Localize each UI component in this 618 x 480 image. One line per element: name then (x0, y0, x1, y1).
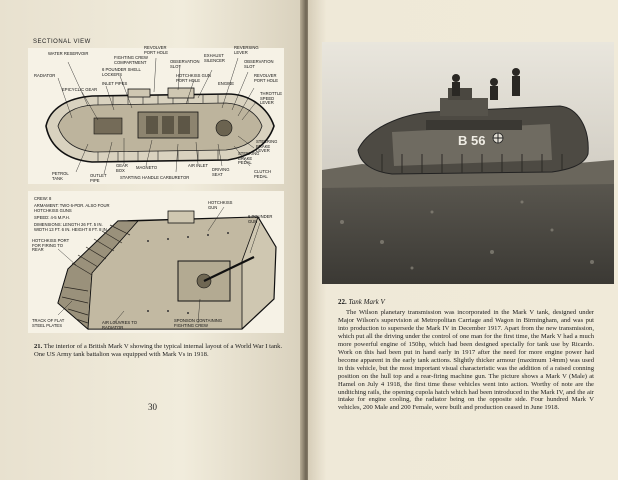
label-water-reservoir: WATER RESERVOIR (48, 51, 89, 56)
label-starting-handle: STARTING HANDLE (120, 175, 159, 180)
label-sponson: SPONSON CONTAINING FIGHTING CREW (174, 318, 223, 328)
tank-marking: B 56 (458, 133, 486, 148)
label-air-louvres: AIR LOUVRES TO RADIATOR (102, 320, 137, 330)
spec-armament: ARMAMENT: TWO 6-PDR. ALSO FOUR HOTCHKISS GUNS (34, 203, 110, 213)
tank-photograph (322, 42, 614, 284)
caption-22-title: Tank Mark V (348, 298, 385, 306)
label-crew-compartment: FIGHTING CREW COMPARTMENT (114, 55, 148, 65)
label-revolver-port-1: REVOLVER PORT HOLE (144, 45, 169, 55)
label-throttle-lever: THROTTLE SPEED LEVER (260, 91, 283, 106)
label-inlet-pipes: INLET PIPES (102, 81, 128, 86)
label-hotchkiss-gun: HOTCHKISS GUN (208, 200, 233, 210)
sectional-view-title: SECTIONAL VIEW (33, 39, 91, 45)
label-outlet-pipe: OUTLET PIPE (90, 173, 107, 183)
label-gear-box: GEAR BOX (116, 163, 128, 173)
caption-21-number: 21. (34, 343, 43, 350)
label-steering-brake-pedal: STEERING BRAKE PEDAL (238, 151, 260, 166)
label-magneto: MAGNETO (136, 165, 158, 170)
figure-22-caption (338, 298, 385, 306)
spec-speed: SPEED: 4-5 M.P.H. (34, 215, 70, 220)
label-exhaust-silencer: EXHAUST SILENCER (204, 53, 225, 63)
spec-dimensions: DIMENSIONS: LENGTH 26 FT. 5 IN. WIDTH 13 FT. 6 IN. HEIGHT 8 FT. 8 IN. (34, 222, 108, 232)
label-epicyclic-gear: EPICYCLIC GEAR (62, 87, 98, 92)
label-shell-lockers: 6 POUNDER SHELL LOCKERS (102, 67, 141, 77)
article-body: The Wilson planetary transmission was incorporated in the Mark V tank, designed under Major Wilson's supervision at Metropolitan Carriage and Wagon in Birmingham, and was put into production to supersede the Mark IV in December 1917. Apart from the new transmission, which put all the driving under the control of one man for the first time, the Mark V had a much more powerful engine of 150hp, which had been designed specially for tank use by Ricardo. Work on this had been put in hand early in 1917 after the need for more engine power had become apparent in the early tank actions. Slightly thicker armour (maximum 14mm) was used in this vehicle, but the most important visual characteristic was the addition of a raised conning position on the hull top and a rear-firing machine gun. The picture shows a Mark V (Male) at Hamel on July 4 1918, the first time these vehicles went into action. Worthy of note are the unditching rails, the opening cupola hatch which had been introduced in the Mark IV, and the air intake for engine cooling, the radiator being on the opposite side. Four hundred Mark V vehicles, 200 Male and 200 Female, were built and production ceased in June 1918. (338, 309, 594, 412)
label-six-pounder-gun: 6 POUNDER GUN (248, 214, 273, 224)
caption-22-number: 22. (338, 298, 347, 306)
label-carburetor: CARBURETOR (160, 175, 190, 180)
label-radiator: RADIATOR (34, 73, 56, 78)
label-observation-slot-1: OBSERVATION SLOT (170, 59, 200, 69)
label-reversing-lever: REVERSING LEVER (234, 45, 259, 55)
figure-21-caption (34, 343, 284, 360)
label-clutch-pedal: CLUTCH PEDAL (254, 169, 271, 179)
label-engine: ENGINE (218, 81, 235, 86)
label-driving-seat: DRIVING SEAT (212, 167, 230, 177)
page-number: 30 (148, 402, 157, 412)
tank-cutaway-diagram (28, 45, 284, 184)
label-revolver-port-2: REVOLVER PORT HOLE (254, 73, 279, 83)
label-track-plates: TRACK OF FLAT STEEL PLATES (32, 318, 65, 328)
label-steering-brake-lever: STEERING BRAKE LEVER (256, 139, 278, 154)
label-hotchkiss-port-hole: HOTCHKISS GUN PORT HOLE (176, 73, 211, 83)
label-hotchkiss-rear-port: HOTCHKISS PORT FOR FIRING TO REAR (32, 238, 70, 253)
caption-21-text: The interior of a British Mark V showing the typical internal layout of a World War I tank. One US Army tank battalion was equipped with Mark Vs in 1918. (34, 343, 283, 359)
tank-specifications (34, 196, 112, 234)
label-observation-slot-2: OBSERVATION SLOT (244, 59, 274, 69)
label-petrol-tank: PETROL TANK (52, 171, 69, 181)
spec-crew: CREW: 8 (34, 196, 52, 201)
label-air-inlet: AIR INLET (188, 163, 209, 168)
photo-image (322, 42, 614, 284)
